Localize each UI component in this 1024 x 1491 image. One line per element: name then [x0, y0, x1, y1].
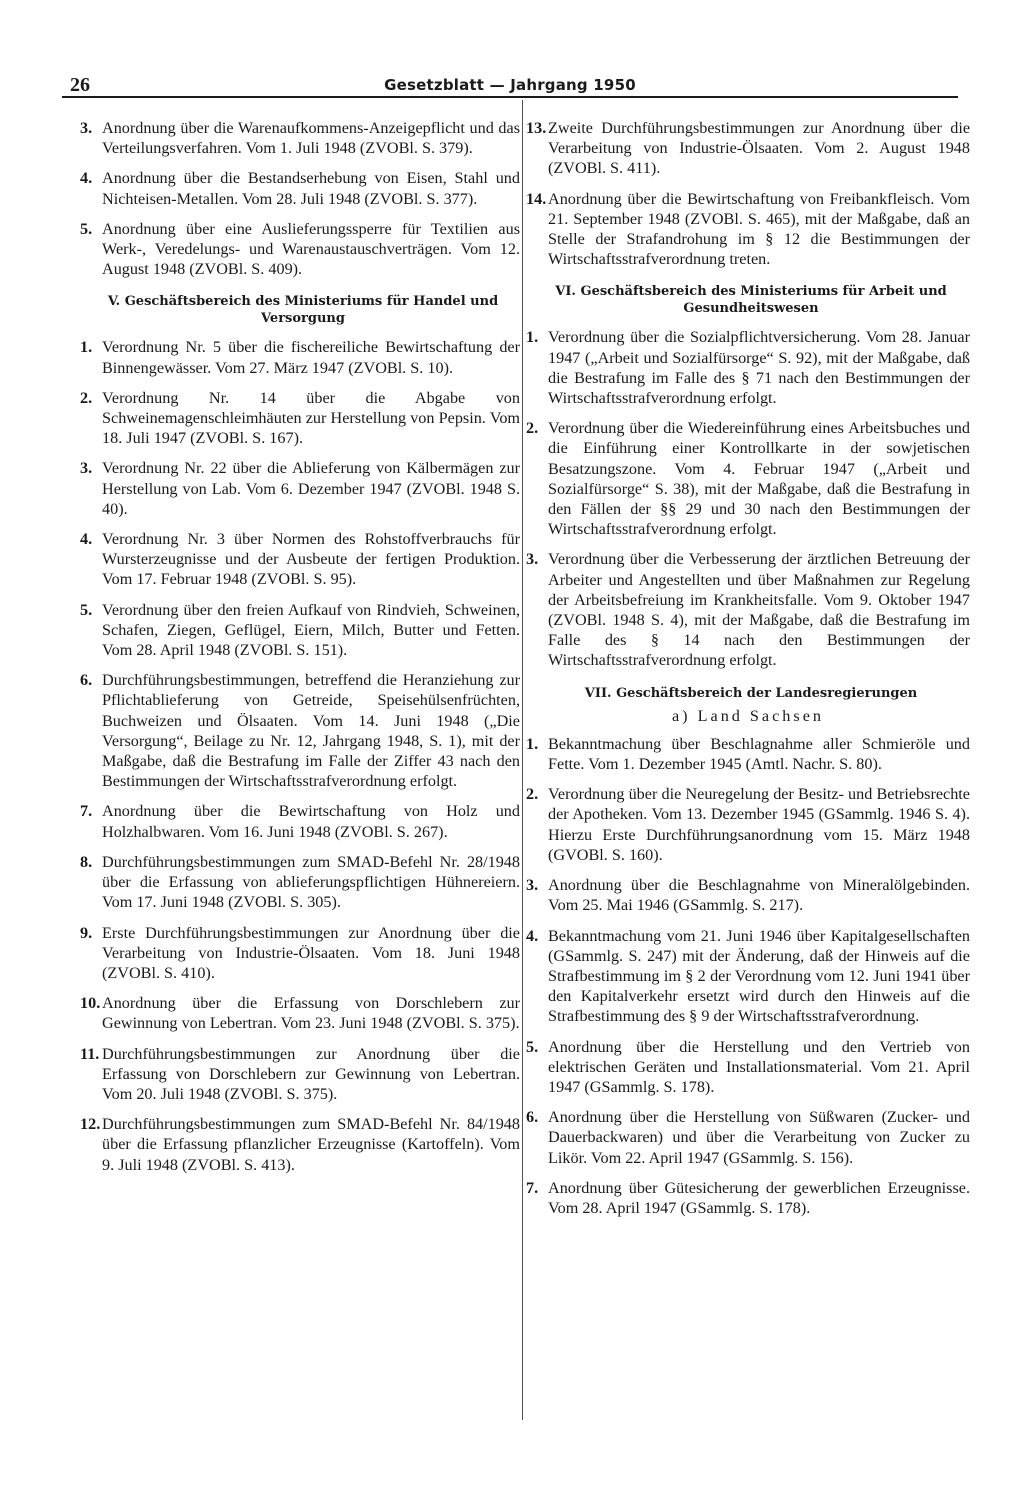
item-number: 2. [526, 785, 539, 804]
item-text: Anordnung über die Herstellung und den Vertrieb von elektrischen Geräten und Installationsmaterial. Vom 21. April 1947 (GSammlg. S. 178). [548, 1037, 970, 1096]
item-number: 6. [80, 671, 93, 690]
item-number: 2. [80, 388, 93, 407]
running-head: Gesetzblatt — Jahrgang 1950 [384, 76, 636, 94]
list-item [526, 1107, 970, 1168]
item-number: 6. [526, 1108, 539, 1127]
item-number: 11. [80, 1044, 100, 1063]
item-text: Verordnung über den freien Aufkauf von Rindvieh, Schweinen, Schafen, Ziegen, Geflügel, Eiern, Milch, Butter und Fetten. Vom 28. April 1948 (ZVOBl. S. 151). [102, 600, 520, 660]
entry-list [526, 734, 970, 1218]
item-text: Anordnung über die Herstellung von Süßwaren (Zucker- und Dauerbackwaren) und über die Verarbeitung von Zucker zu Likör. Vom 22. April 1947 (GSammlg. S. 156). [548, 1108, 970, 1167]
list-item [80, 801, 520, 841]
list-item [526, 118, 970, 179]
item-text: Zweite Durchführungsbestimmungen zur Anordnung über die Verarbeitung von Industrie-Ölsaaten. Vom 2. August 1948 (ZVOBl. S. 411). [548, 119, 970, 178]
list-item [526, 327, 970, 408]
item-text: Anordnung über die Warenaufkommens-Anzeigepflicht und das Verteilungsverfahren. Vom 1. Juli 1948 (ZVOBl. S. 379). [102, 119, 520, 158]
item-number: 14. [526, 189, 547, 208]
item-text: Verordnung Nr. 5 über die fischereiliche Bewirtschaftung der Binnengewässer. Vom 27. März 1947 (ZVOBl. S. 10). [102, 338, 520, 377]
item-number: 3. [80, 119, 93, 137]
item-text: Anordnung über die Bewirtschaftung von Holz und Holzhalbwaren. Vom 16. Juni 1948 (ZVOBl. S. 267). [102, 802, 520, 841]
item-text: Durchführungsbestimmungen zum SMAD-Befehl Nr. 84/1948 über die Erfassung pflanzlicher Erzeugnisse (Kartoffeln). Vom 9. Juli 1948 (ZVOBl. S. 413). [102, 1115, 520, 1174]
item-number: 7. [80, 802, 93, 821]
item-text: Bekanntmachung vom 21. Juni 1946 über Kapitalgesellschaften (GSammlg. S. 247) mit der Änderung, daß der Hinweis auf die Strafbestimmung im § 2 der Verordnung vom 12. Juni 1941 über den Kapitalverkehr ersetzt wird durch den Hinweis auf die Strafbestimmung des § 9 der Wirtschaftsstrafverordnung. [548, 926, 970, 1026]
item-number: 8. [80, 852, 93, 871]
item-text: Verordnung Nr. 22 über die Ablieferung von Kälbermägen zur Herstellung von Lab. Vom 6. Dezember 1947 (ZVOBl. 1948 S. 40). [102, 459, 520, 518]
entry-list [80, 337, 520, 1174]
page-header [62, 74, 958, 98]
list-item [80, 168, 520, 208]
page-number: 26 [70, 74, 90, 96]
item-number: 4. [526, 926, 539, 945]
item-text: Verordnung über die Neuregelung der Besitz- und Betriebsrechte der Apotheken. Vom 13. Dezember 1945 (GSammlg. 1946 S. 4). Hierzu Erste Durchführungsanordnung vom 15. März 1948 (GVOBl. S. 160). [548, 785, 970, 864]
list-item [80, 458, 520, 519]
entry-list [80, 118, 520, 279]
list-item [526, 1037, 970, 1098]
item-text: Verordnung Nr. 14 über die Abgabe von Schweinemagenschleimhäuten zur Herstellung von Pepsin. Vom 18. Juli 1947 (ZVOBl. S. 167). [102, 388, 520, 448]
item-number: 3. [526, 550, 539, 569]
list-item [80, 670, 520, 791]
item-number: 13. [526, 119, 547, 137]
list-item [526, 875, 970, 915]
item-text: Durchführungsbestimmungen zur Anordnung über die Erfassung von Dorschlebern zur Gewinnung von Lebertran. Vom 20. Juli 1948 (ZVOBl. S. 375). [102, 1044, 520, 1103]
right-column [526, 118, 970, 1228]
list-item [80, 1044, 520, 1105]
item-number: 1. [80, 338, 93, 357]
item-text: Verordnung über die Sozialpflichtversicherung. Vom 28. Januar 1947 („Arbeit und Sozialfürsorge“ S. 92), mit der Maßgabe, daß die Bestrafung im Falle des § 71 nach den Bestimmungen der Wirtschaftsstrafverordnung erfolgt. [548, 328, 970, 408]
left-column [80, 118, 520, 1185]
item-number: 5. [80, 600, 93, 619]
item-number: 1. [526, 328, 539, 347]
item-number: 4. [80, 169, 93, 188]
item-text: Anordnung über die Bestandserhebung von Eisen, Stahl und Nichteisen-Metallen. Vom 28. Juli 1948 (ZVOBl. S. 377). [102, 169, 520, 208]
item-number: 1. [526, 734, 539, 753]
list-item [526, 418, 970, 539]
list-item [80, 219, 520, 280]
item-text: Anordnung über die Erfassung von Dorschlebern zur Gewinnung von Lebertran. Vom 23. Juni 1948 (ZVOBl. S. 375). [102, 994, 520, 1033]
item-text: Anordnung über Gütesicherung der gewerblichen Erzeugnisse. Vom 28. April 1947 (GSammlg. S. 178). [548, 1178, 970, 1217]
item-text: Anordnung über die Bewirtschaftung von Freibankfleisch. Vom 21. September 1948 (ZVOBl. S. 465), mit der Maßgabe, daß an Stelle der Strafandrohung im § 12 die Bestimmungen der Wirtschaftsstrafverordnung treten. [548, 189, 970, 269]
list-item [526, 784, 970, 865]
column-divider [522, 100, 523, 1420]
item-number: 2. [526, 419, 539, 438]
item-text: Verordnung Nr. 3 über Normen des Rohstoffverbrauchs für Wursterzeugnisse und der Ausbeute der fertigen Produktion. Vom 17. Februar 1948 (ZVOBl. S. 95). [102, 530, 520, 589]
item-text: Anordnung über die Beschlagnahme von Mineralölgebinden. Vom 25. Mai 1946 (GSammlg. S. 217). [548, 876, 970, 915]
item-number: 10. [80, 994, 101, 1013]
item-number: 5. [526, 1037, 539, 1056]
list-item [80, 993, 520, 1033]
item-number: 3. [526, 876, 539, 895]
item-text: Verordnung über die Verbesserung der ärztlichen Betreuung der Arbeiter und Angestellten und über Maßnahmen zur Regelung der Arbeitsbefreiung im Krankheitsfalle. Vom 9. Oktober 1947 (ZVOBl. 1948 S. 4), mit der Maßgabe, daß die Bestrafung im Falle des § 14 nach den Bestimmungen der Wirtschaftsstrafverordnung erfolgt. [548, 550, 970, 670]
item-number: 5. [80, 219, 93, 238]
list-item [80, 600, 520, 661]
list-item [80, 852, 520, 913]
item-text: Anordnung über eine Auslieferungssperre für Textilien aus Werk-, Veredelungs- und Warenaustauschverträgen. Vom 12. August 1948 (ZVOBl. S. 409). [102, 219, 520, 279]
item-number: 4. [80, 530, 93, 549]
list-item [80, 529, 520, 590]
list-item [526, 1178, 970, 1218]
list-item [80, 337, 520, 377]
item-text: Durchführungsbestimmungen, betreffend die Heranziehung zur Pflichtablieferung von Getreide, Speisehülsenfrüchten, Buchweizen und Ölsaaten. Vom 14. Juni 1948 („Die Versorgung“, Beilage zu Nr. 12, Jahrgang 1948, S. 1), mit der Maßgabe, daß die Bestrafung im Falle der Ziffer 43 nach den Bestimmungen der Wirtschaftsstrafverordnung erfolgt. [102, 671, 520, 791]
entry-list [526, 118, 970, 269]
item-number: 12. [80, 1115, 101, 1134]
list-item [526, 926, 970, 1027]
list-item [80, 388, 520, 449]
item-text: Verordnung über die Wiedereinführung eines Arbeitsbuches und die Einführung einer Kontrollkarte in der sowjetischen Besatzungszone. Vom 4. Februar 1947 („Arbeit und Sozialfürsorge“ S. 38), mit der Maßgabe, daß die Bestrafung in den Fällen der §§ 29 und 30 nach den Bestimmungen der Wirtschaftsstrafverordnung erfolgt. [548, 419, 970, 539]
item-number: 9. [80, 923, 93, 942]
item-number: 3. [80, 459, 93, 478]
item-text: Erste Durchführungsbestimmungen zur Anordnung über die Verarbeitung von Industrie-Ölsaaten. Vom 18. Juni 1948 (ZVOBl. S. 410). [102, 923, 520, 982]
list-item [526, 734, 970, 774]
item-text: Bekanntmachung über Beschlagnahme aller Schmieröle und Fette. Vom 1. Dezember 1945 (Amtl. Nachr. S. 80). [548, 734, 970, 774]
list-item [526, 549, 970, 670]
list-item [80, 923, 520, 984]
subsection-heading: a) Land Sachsen [672, 706, 824, 725]
section-heading-vii: VII. Geschäftsbereich der Landesregierungen [584, 685, 918, 701]
entry-list [526, 327, 970, 670]
item-number: 7. [526, 1178, 539, 1197]
list-item [80, 1114, 520, 1175]
section-heading-vi: VI. Geschäftsbereich des Ministeriums für Arbeit und Gesundheitswesen [555, 284, 947, 317]
section-heading-v: V. Geschäftsbereich des Ministeriums für Handel und Versorgung [107, 294, 499, 327]
item-text: Durchführungsbestimmungen zum SMAD-Befehl Nr. 28/1948 über die Erfassung von ablieferungspflichtigen Hühnereiern. Vom 17. Juni 1948 (ZVOBl. S. 305). [102, 852, 520, 912]
list-item [526, 189, 970, 270]
list-item [80, 118, 520, 158]
